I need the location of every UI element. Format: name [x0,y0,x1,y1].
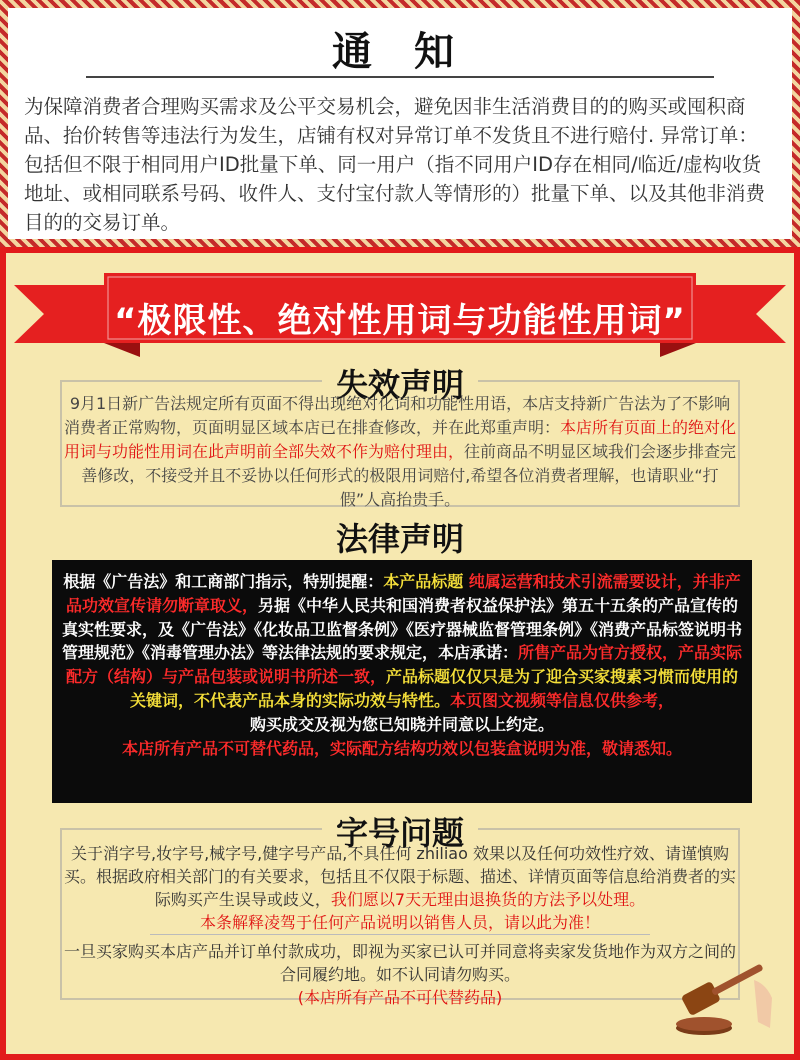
legal-text-7: 本页图文视频等信息仅供参考， [450,690,675,710]
legal-statement-heading [0,514,800,560]
gavel-icon [664,960,774,1040]
invalid-text-red: 本店所有页面上的绝对化用词与功能性用词在此声明前全部失效不作为赔付理由， [63,418,737,461]
invalid-text-a: 9月1日新广告法规定所有页面不得出现绝对化词和功能性用语，本店支持新广告法为了不影响消费者正常购物，页面明显区域本店已在排查修改，并在此郑重声明： [63,394,731,437]
license-text [62,842,738,934]
invalid-statement-text [62,392,738,512]
notice-title: 通 知 [332,29,468,75]
legal-text-5: 所售产品为官方授权，产品实际配方（结构）与产品包装或说明书所述一致， [65,643,743,687]
notice-divider [86,76,714,78]
license-text-a: 关于消字号,妆字号,械字号,健字号产品,不具任何 zhiliao 效果以及任何功效性疗效、请谨慎购买。根据政府相关部门的有关要求，包括且不仅限于标题、描述、详情页面等信息给消费者的实际购买产生误导或歧义， [63,844,736,909]
legal-text-3: 纯属运营和技术引流需要设计，并非产品功效宣传请勿断章取义， [65,572,741,615]
legal-text-2: 本产品标题 [383,572,464,591]
legal-text-4: 另据《中华人民共和国消费者权益保护法》第五十五条的产品宣传的真实性要求，及《广告法》《化妆品卫监督条例》《医疗器械监督管理条例》《消费产品标签说明书管理规范》《消毒管理办法》等法律法规的要求规定，本店承诺： [61,595,742,663]
license-divider [150,934,650,935]
license-text-b: 一旦买家购买本店产品并订单付款成功，即视为买家已认可并同意将卖家发货地作为双方之间的合同履约地。如不认同请勿购买。 [63,942,736,984]
ribbon-title: “极限性、绝对性用词与功能性用词” [114,301,686,341]
legal-text-1: 根据《广告法》和工商部门指示，特别提醒： [63,572,384,591]
legal-text-8: 购买成交及视为您已知晓并同意以上约定。 [249,714,554,734]
invalid-text-b: 往前商品不明显区域我们会逐步排查完善修改，不接受并且不妥协以任何形式的极限用词赔付,希望各位消费者理解，也请职业“打假”人高抬贵手。 [81,442,737,509]
invalid-statement-heading-text: 失效声明 [322,366,478,404]
license-text-red-1: 我们愿以7天无理由退换货的方法予以处理。 [330,890,646,909]
legal-text-9: 本店所有产品不可替代药品，实际配方结构功效以包装盒说明为准，敬请悉知。 [121,738,682,758]
license-text-red-2: 本条解释凌驾于任何产品说明以销售人员，请以此为准！ [199,913,600,932]
legal-text-6: 产品标题仅仅只是为了迎合买家搜素习惯而使用的关键词，不代表产品本身的实际功效与特性。 [129,667,739,710]
legal-statement-heading-text: 法律声明 [322,520,478,558]
license-heading-text: 字号问题 [322,814,478,852]
license-text-red-3: (本店所有产品不可代替药品) [297,988,503,1007]
notice-body: 为保障消费者合理购买需求及公平交易机会，避免因非生活消费目的的购买或囤积商品、抬价转售等违法行为发生，店铺有权对异常订单不发货且不进行赔付. 异常订单：包括但不限于相同用户ID批量下单、同一用户（指不同用户ID存在相同/临近/虚构收货地址、或相同联系号码、收件人、支付宝付款人等情形的）批量下单、以及其他非消费目的的交易订单。 [24,95,766,234]
license-text-2 [62,940,738,1009]
legal-statement-text [60,570,744,760]
